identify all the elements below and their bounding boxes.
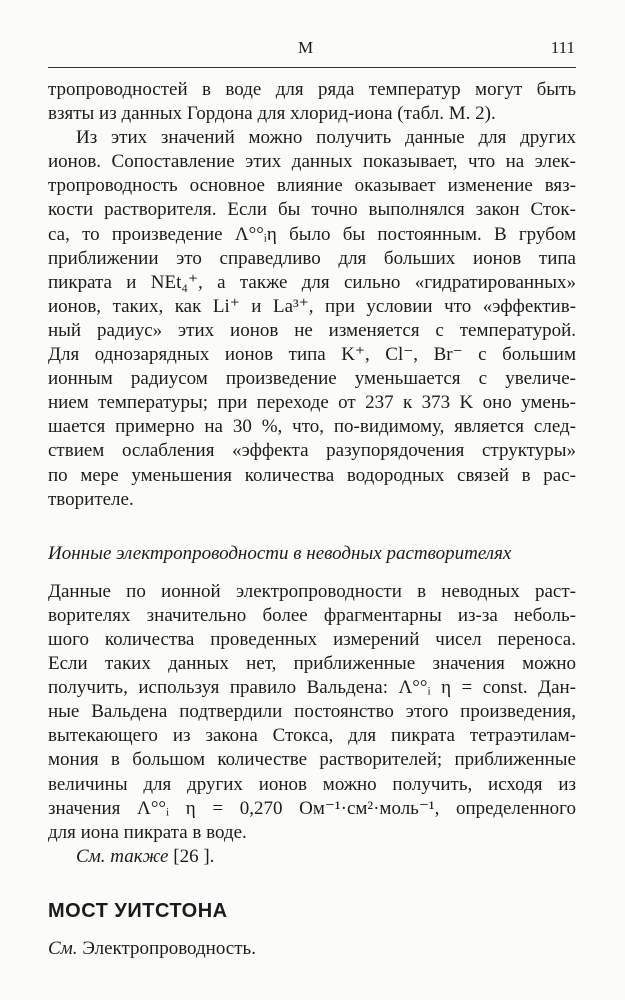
header-rule	[48, 67, 576, 68]
paragraph-continuation	[48, 78, 576, 126]
text-line: Из этих значений можно получить данные для других	[76, 127, 576, 149]
entry-cross-reference	[48, 937, 576, 961]
text-line: шается примерно на 30 %, что, по-видимому, является след-	[48, 416, 576, 438]
text-line: ный радиус» этих ионов не изменяется с температурой.	[48, 319, 576, 341]
text-line: получить, используя правило Вальдена: Λ°°ᵢ η = const. Дан-	[48, 677, 576, 699]
text-line: ворителях значительно более фрагментарны из-за неболь-	[48, 604, 576, 626]
text-line: шого количества проведенных измерений чисел переноса.	[48, 628, 576, 650]
text-line: нием температуры; при переходе от 237 к 373 K оно умень-	[48, 392, 576, 414]
text-line: Для однозарядных ионов типа K⁺, Cl⁻, Br⁻ с большим	[48, 344, 576, 366]
text-line: по мере уменьшения количества водородных связей в рас-	[48, 464, 576, 486]
text-line: ионным радиусом произведение уменьшается с увеличе-	[48, 368, 576, 390]
see-also-reference	[48, 845, 576, 869]
running-head-letter: М	[298, 38, 315, 57]
cross-ref-label: См.	[48, 938, 78, 959]
page-number: 111	[550, 38, 575, 57]
text-line: са, то произведение Λ°°ᵢη было бы постоянным. В грубом	[48, 223, 576, 245]
text-line: тропроводность основное влияние оказывает изменение вяз-	[48, 175, 576, 197]
text-line: значения Λ°°ᵢ η = 0,270 Ом⁻¹·см²·моль⁻¹, определенного	[48, 797, 576, 819]
text-line: величины для других ионов можно получить, исходя из	[48, 773, 576, 795]
text-line: ствием ослабления «эффекта разупорядочения структуры»	[48, 440, 576, 462]
text-line: для иона пикрата в воде.	[48, 821, 247, 843]
text-line: кости растворителя. Если бы точно выполнялся закон Сток-	[48, 199, 576, 221]
page-body	[48, 78, 576, 961]
text-line: вытекающего из закона Стокса, для пикрата тетраэтилам-	[48, 725, 576, 747]
cross-ref-target: Электропроводность.	[82, 938, 256, 959]
text-line: Если таких данных нет, приближенные значения можно	[48, 653, 576, 675]
text-line: ные Вальдена подтвердили постоянство этого произведения,	[48, 701, 576, 723]
text-line: пикрата и NEt₄⁺, а также для сильно «гидратированных»	[48, 271, 576, 293]
text-line: Данные по ионной электропроводности в неводных раст-	[48, 580, 576, 602]
text-line: взяты из данных Гордона для хлорид-иона (табл. М. 2).	[48, 103, 496, 125]
text-line: ионов, таких, как Li⁺ и La³⁺, при условии что «эффектив-	[48, 295, 576, 317]
section-title: Ионные электропроводности в неводных растворителях	[48, 542, 512, 564]
text-line: творителе.	[48, 488, 134, 510]
text-line: приближении это справедливо для больших ионов типа	[48, 247, 576, 269]
text-line: тропроводностей в воде для ряда температур могут быть	[48, 79, 576, 100]
see-also-label: См. также	[76, 845, 169, 867]
running-head	[0, 38, 625, 62]
text-line: ионов. Сопоставление этих данных показывает, что на элек-	[48, 151, 576, 173]
entry-heading: МОСТ УИТСТОНА	[48, 899, 228, 922]
paragraph-viscosity	[48, 126, 576, 512]
paragraph-nonaqueous	[48, 580, 576, 845]
see-also-ref: [26 ].	[173, 845, 215, 867]
text-line: мония в большом количестве растворителей; приближенные	[48, 749, 576, 771]
